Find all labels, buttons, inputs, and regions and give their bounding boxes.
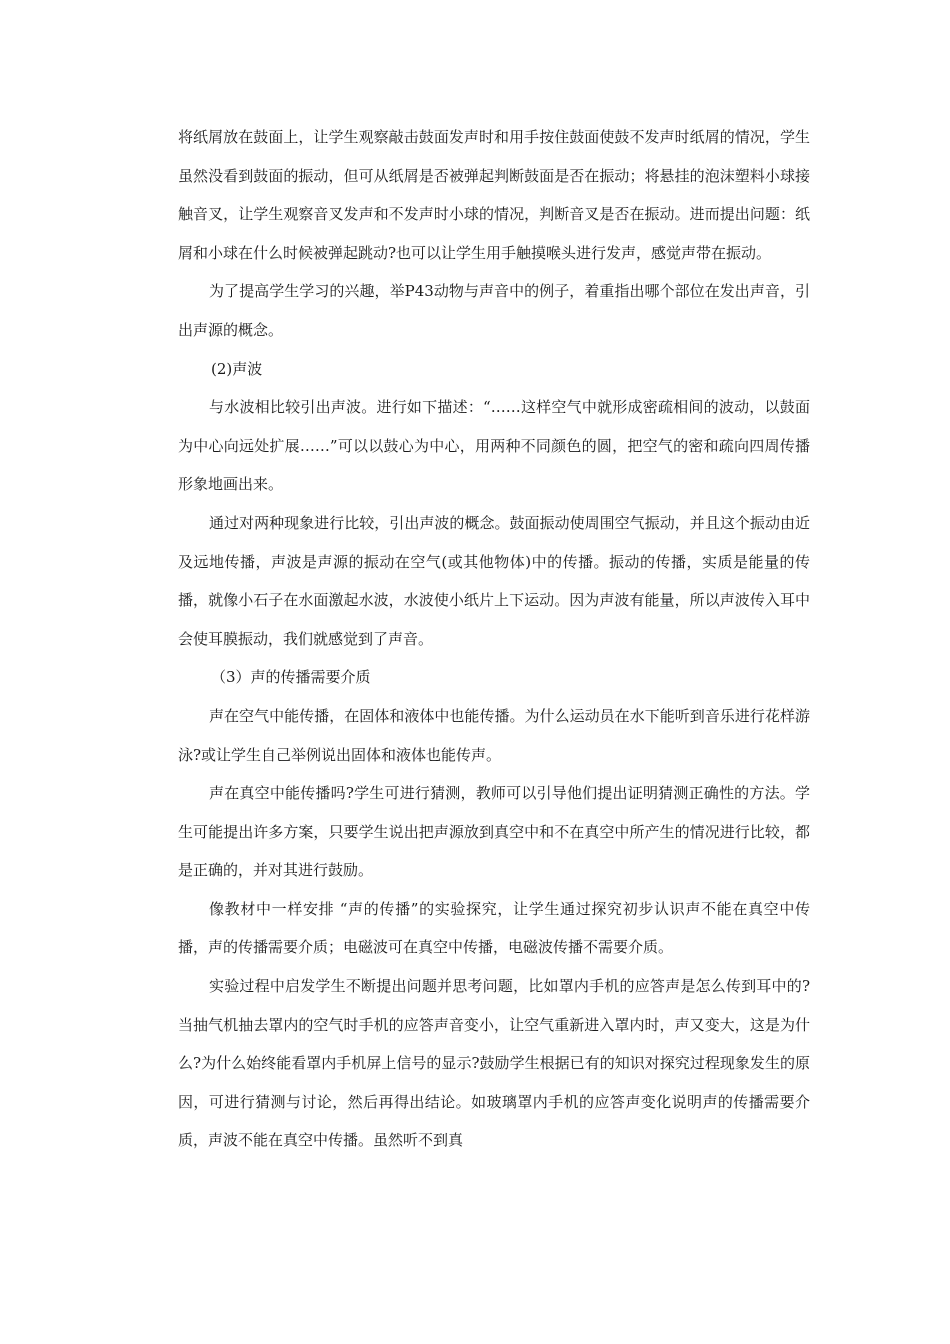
paragraph-experiment-process: 实验过程中启发学生不断提出问题并思考问题，比如罩内手机的应答声是怎么传到耳中的?当抽气机抽去罩内的空气时手机的应答声音变小，让空气重新进入罩内时，声又变大，这是为什么?为什么始终能看罩内手机屏上信号的显示?鼓励学生根据已有的知识对探究过程现象发生的原因，可进行猜测与讨论，然后再得出结论。如玻璃罩内手机的应答声变化说明声的传播需要介质，声波不能在真空中传播。虽然听不到真 [178, 977, 810, 1150]
section-heading-sound-wave: (2)声波 [211, 359, 263, 378]
section-heading-sound-medium: （3）声的传播需要介质 [211, 668, 371, 687]
document-body [178, 118, 810, 1160]
paragraph-textbook-experiment: 像教材中一样安排 “声的传播”的实验探究，让学生通过探究初步认识声不能在真空中传播，声的传播需要介质；电磁波可在真空中传播，电磁波传播不需要介质。 [178, 899, 810, 957]
paragraph-animal-sounds: 为了提高学生学习的兴趣，举P43动物与声音中的例子，着重指出哪个部位在发出声音，引出声源的概念。 [178, 282, 810, 339]
paragraph-vacuum-question: 声在真空中能传播吗?学生可进行猜测，教师可以引导他们提出证明猜测正确性的方法。学生可能提出许多方案，只要学生说出把声源放到真空中和不在真空中所产生的情况进行比较，都是正确的，并对其进行鼓励。 [178, 784, 810, 880]
paragraph-paper-scraps-experiment: 将纸屑放在鼓面上，让学生观察敲击鼓面发声时和用手按住鼓面使鼓不发声时纸屑的情况，学生虽然没看到鼓面的振动，但可从纸屑是否被弹起判断鼓面是否在振动；将悬挂的泡沫塑料小球接触音叉，让学生观察音叉发声和不发声时小球的情况，判断音叉是否在振动。进而提出问题：纸屑和小球在什么时候被弹起跳动?也可以让学生用手触摸喉头进行发声，感觉声带在振动。 [178, 128, 810, 262]
paragraph-sound-wave-concept: 通过对两种现象进行比较，引出声波的概念。鼓面振动使周围空气振动，并且这个振动由近及远地传播，声波是声源的振动在空气(或其他物体)中的传播。振动的传播，实质是能量的传播，就像小石子在水面激起水波，水波使小纸片上下运动。因为声波有能量，所以声波传入耳中会使耳膜振动，我们就感觉到了声音。 [178, 513, 810, 648]
paragraph-solids-liquids: 声在空气中能传播，在固体和液体中也能传播。为什么运动员在水下能听到音乐进行花样游泳?或让学生自己举例说出固体和液体也能传声。 [178, 706, 810, 764]
paragraph-water-wave-comparison: 与水波相比较引出声波。进行如下描述：“……这样空气中就形成密疏相间的波动，以鼓面为中心向远处扩展……”可以以鼓心为中心，用两种不同颜色的圆，把空气的密和疏向四周传播形象地画出来。 [178, 398, 810, 494]
